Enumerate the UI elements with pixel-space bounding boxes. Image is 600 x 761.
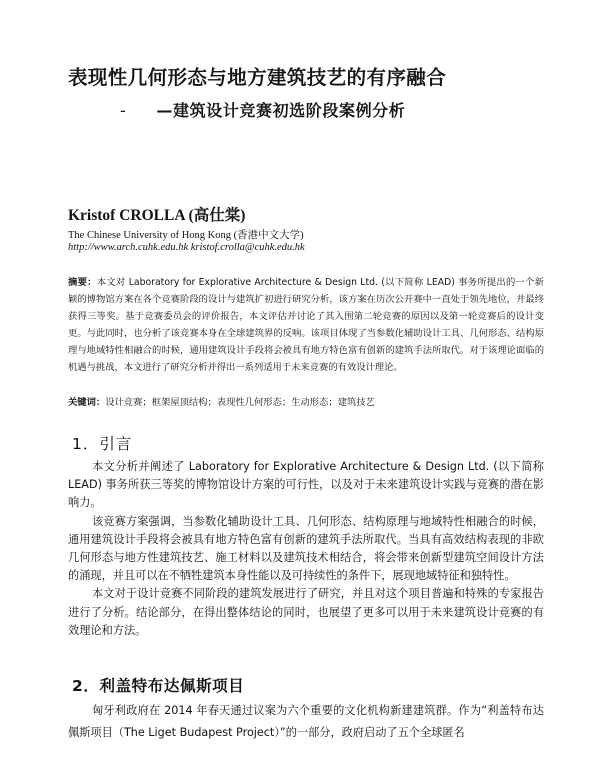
paragraph: 本文对于设计竞赛不同阶段的建筑发展进行了研究，并且对这个项目普遍和特殊的专家报告进行了分析。结论部分，在得出整体结论的同时，也展望了更多可以用于未来建筑设计竞赛的有效理论和方法。 (68, 587, 544, 637)
section-2-body (68, 700, 544, 744)
author-affiliation: The Chinese University of Hong Kong (香港中文大学) (68, 230, 304, 241)
section-1-heading: 1．引言 (72, 435, 133, 453)
paragraph: 该竞赛方案强调，当参数化辅助设计工具、几何形态、结构原理与地域特性相融合的时候，通用建筑设计手段将会被具有地方特色富有创新的建筑手法所取代。当具有高效结构表现的非欧几何形态与地方性建筑技艺、施工材料以及建筑技术相结合，将会带来创新型建筑空间设计方法的涌现，并且可以在不牺牲建筑本身性能以及可持续性的条件下，展现地域特征和独特性。 (68, 514, 544, 583)
subtitle-dash: - (120, 101, 127, 120)
keywords-label: 关键词： (68, 397, 106, 408)
author-urls: http://www.arch.cuhk.edu.hk kristof.crolla@cuhk.edu.hk (68, 242, 305, 253)
paper-subtitle (120, 98, 540, 121)
abstract-text: 本文对 Laboratory for Explorative Architecture & Design Ltd. (以下简称 LEAD) 事务所提出的一个新颖的博物馆方案在各个竞赛阶段的设计与建筑扩初进行研究分析，该方案在历次公开赛中一直处于领先地位，并最终获得三等奖。基于竞赛委员会的评价报告，本文评估并讨论了其入围第二轮竞赛的原因以及第一轮竞赛后的设计变更。与此同时，也分析了该竞赛本身在全球建筑界的反响。该项目体现了当参数化辅助设计工具、几何形态、结构原理与地域特性相融合的时候，通用建筑设计手段将会被具有地方特色富有创新的建筑手法所取代。对于该理论面临的机遇与挑战，本文进行了研究分析并得出一系列适用于未来竞赛的有效设计理论。 (68, 277, 544, 374)
subtitle-text: —建筑设计竞赛初选阶段案例分析 (156, 101, 406, 120)
section-1-body (68, 458, 544, 640)
section-2-heading: 2．利盖特布达佩斯项目 (72, 677, 245, 695)
keywords (68, 394, 544, 408)
keywords-text: 设计竞赛；框架屋顶结构；表现性几何形态；生动形态；建筑技艺 (105, 397, 375, 408)
abstract-label: 摘要： (68, 277, 97, 288)
paragraph: 匈牙利政府在 2014 年春天通过议案为六个重要的文化机构新建建筑群。作为“利盖特布达佩斯项目（The Liget Budapest Project）”的一部分，政府启动了五个全球匿名 (68, 704, 544, 739)
paragraph: 本文分析并阐述了 Laboratory for Explorative Architecture & Design Ltd. (以下简称 LEAD) 事务所获三等奖的博物馆设计方案的可行性，以及对于未来建筑设计实践与竞赛的潜在影响力。 (68, 460, 544, 510)
abstract (68, 274, 544, 377)
paper-title: 表现性几何形态与地方建筑技艺的有序融合 (68, 66, 447, 89)
author-name: Kristof CROLLA (高仕棠) (68, 207, 246, 224)
